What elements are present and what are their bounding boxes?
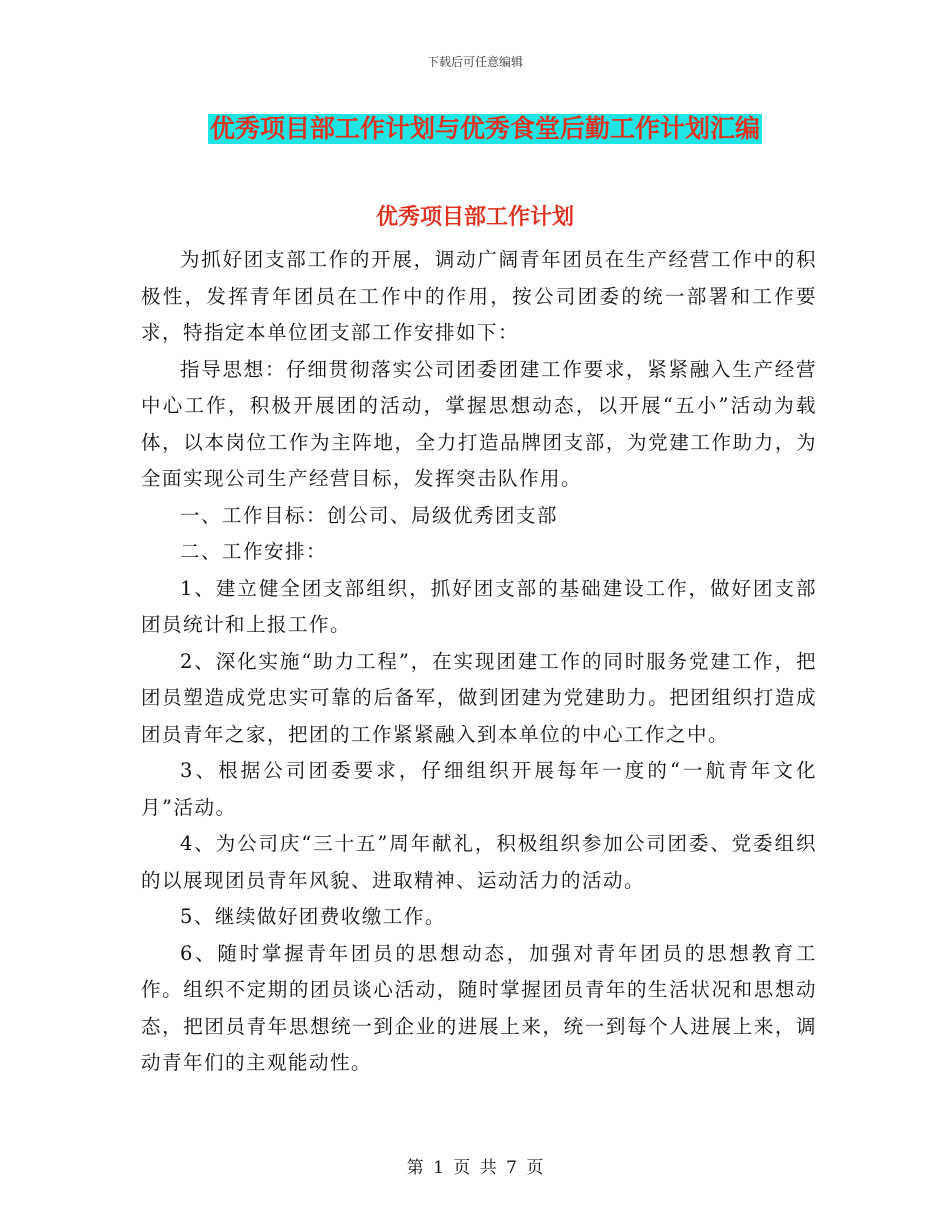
main-title: 优秀项目部工作计划与优秀食堂后勤工作计划汇编 bbox=[210, 114, 761, 143]
paragraph-intro: 为抓好团支部工作的开展，调动广阔青年团员在生产经营工作中的积极性，发挥青年团员在工作中的作用，按公司团委的统一部署和工作要求，特指定本单位团支部工作安排如下： bbox=[141, 248, 817, 344]
paragraph-work-goal: 一、工作目标：创公司、局级优秀团支部 bbox=[180, 503, 559, 527]
paragraph-work-arrangement-heading: 二、工作安排： bbox=[180, 540, 328, 563]
paragraph-item-3: 3、根据公司团委要求，仔细组织开展每年一度的“一航青年文化月”活动。 bbox=[141, 759, 817, 819]
document-body bbox=[141, 242, 817, 1082]
page-number-footer: 第 1 页 共 7 页 bbox=[406, 1158, 544, 1178]
paragraph-item-1: 1、建立健全团支部组织，抓好团支部的基础建设工作，做好团支部团员统计和上报工作。 bbox=[141, 576, 817, 636]
paragraph-guiding-thought: 指导思想：仔细贯彻落实公司团委团建工作要求，紧紧融入生产经营中心工作，积极开展团的活动，掌握思想动态，以开展“五小”活动为载体，以本岗位工作为主阵地，全力打造品牌团支部，为党建工作助力，为全面实现公司生产经营目标，发挥突击队作用。 bbox=[141, 357, 817, 490]
paragraph-item-6: 6、随时掌握青年团员的思想动态，加强对青年团员的思想教育工作。组织不定期的团员谈心活动，随时掌握团员青年的生活状况和思想动态，把团员青年思想统一到企业的进展上来，统一到每个人进展上来，调动青年们的主观能动性。 bbox=[141, 941, 817, 1074]
section-title: 优秀项目部工作计划 bbox=[375, 204, 574, 230]
paragraph-item-5: 5、继续做好团费收缴工作。 bbox=[180, 905, 446, 928]
header-note: 下载后可任意编辑 bbox=[426, 55, 523, 69]
paragraph-item-4: 4、为公司庆“三十五”周年献礼，积极组织参加公司团委、党委组织的以展现团员青年风貌、进取精神、运动活力的活动。 bbox=[141, 832, 817, 892]
paragraph-item-2: 2、深化实施“助力工程”，在实现团建工作的同时服务党建工作，把团员塑造成党忠实可靠的后备军，做到团建为党建助力。把团组织打造成团员青年之家，把团的工作紧紧融入到本单位的中心工作之中。 bbox=[141, 649, 817, 746]
